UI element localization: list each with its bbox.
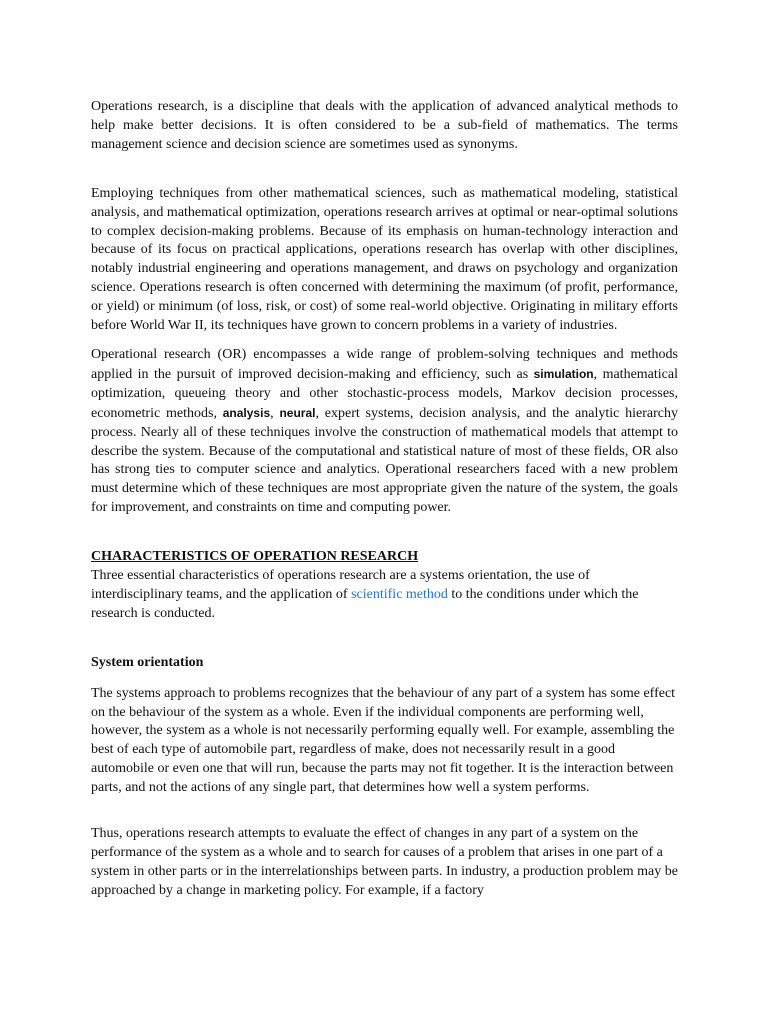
system-orientation-heading: System orientation [91, 654, 204, 670]
scientific-method-link[interactable]: scientific method [351, 586, 448, 602]
document-page [91, 98, 678, 901]
intro-paragraph: Operations research, is a discipline that deals with the application of advanced analytical methods to help make better decisions. It is often considered to be a sub-field of mathematics. The terms management science and decision science are sometimes used as synonyms. [91, 99, 678, 152]
or-scope-paragraph [91, 346, 678, 518]
or-scope-text-start: Operational research (OR) encompasses a wide range of problem-solving techniques and methods applied in the pursuit of improved decision-making and efficiency, such as [91, 346, 678, 382]
techniques-paragraph: Employing techniques from other mathematical sciences, such as mathematical modeling, statistical analysis, and mathematical optimization, operations research arrives at optimal or near-optimal solutions to complex decision-making problems. Because of its emphasis on human-technology interaction and because of its focus on practical applications, operations research has overlap with other disciplines, notably industrial engineering and operations management, and draws on psychology and organization science. Operations research is often concerned with determining the maximum (of profit, performance, or yield) or minimum (of loss, risk, or cost) of some real-world objective. Originating in military efforts before World War II, its techniques have grown to concern problems in a variety of industries. [91, 185, 678, 334]
or-scope-text-end: , expert systems, decision analysis, and the analytic hierarchy process. Nearly all of these techniques involve the construction of mathematical models that attempt to describe the system. Because of the computational and statistical nature of most of these fields, OR also has strong ties to computer science and analytics. Operational researchers faced with a new problem must determine which of these techniques are most appropriate given the nature of the system, the goals for improvement, and constraints on time and computing power. [91, 405, 678, 516]
neural-term: neural [279, 405, 316, 420]
analysis-term: analysis [222, 405, 271, 420]
system-orientation-paragraph-1: The systems approach to problems recognizes that the behaviour of any part of a system has some effect on the behaviour of the system as a whole. Even if the individual components are performing well, however, the system as a whole is not necessarily performing equally well. For example, assembling the best of each type of automobile part, regardless of make, does not necessarily result in a good automobile or even one that will run, because the parts may not fit together. It is the interaction between parts, and not the actions of any single part, that determines how well a system performs. [91, 685, 676, 796]
system-orientation-section [91, 654, 678, 901]
system-orientation-paragraph-2: Thus, operations research attempts to evaluate the effect of changes in any part of a system on the performance of the system as a whole and to search for causes of a problem that arises in one part of a system in other parts or in the interrelationships between parts. In industry, a production problem may be approached by a change in marketing policy. For example, if a factory [91, 826, 678, 898]
characteristics-heading: CHARACTERISTICS OF OPERATION RESEARCH [91, 549, 419, 565]
characteristics-section [91, 548, 678, 624]
characteristics-intro-start: Three essential characteristics of operations research are a systems orientation, the use of interdisciplinary teams, and the application of [91, 568, 590, 602]
characteristics-intro [91, 567, 678, 624]
characteristics-intro-end: to the conditions under which the research is conducted. [91, 586, 639, 621]
simulation-term: simulation [533, 366, 594, 381]
or-scope-text-mid: , mathematical optimization, queueing theory and other stochastic-process models, Markov decision processes, econometric methods, [91, 366, 678, 421]
or-scope-comma: , [270, 405, 280, 421]
